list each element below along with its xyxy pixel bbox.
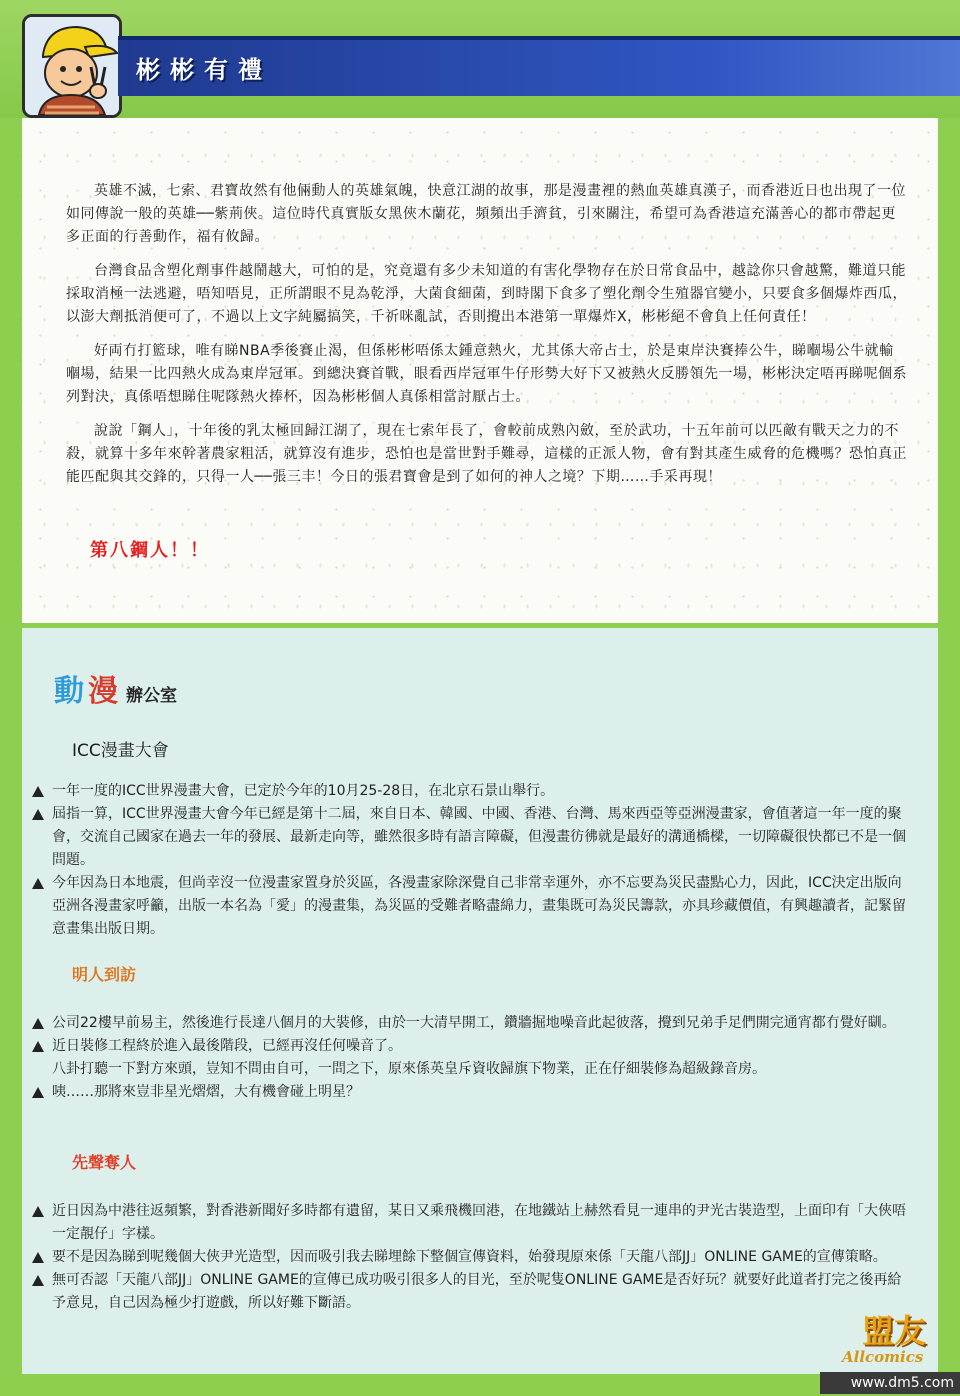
- triangle-bullet-icon: [32, 1018, 44, 1029]
- triangle-bullet-icon: [32, 1275, 44, 1286]
- list-item: [32, 1246, 912, 1269]
- list-item-text: 公司22樓早前易主，然後進行長達八個月的大裝修，由於一大清早開工，鑽牆掘地噪音此起彼落，攪到兄弟手足們開完通宵都冇覺好瞓。: [52, 1015, 896, 1031]
- list-item-text: 八卦打聽一下對方來頭，豈知不問由自可，一問之下，原來係英皇斥資收歸旗下物業，正在仔細裝修為超級錄音房。: [52, 1061, 766, 1077]
- watermark-site-link[interactable]: www.dm5.com: [820, 1372, 960, 1394]
- celebrity-news-list: [32, 1012, 912, 1104]
- column-logo-char: 動: [54, 674, 84, 709]
- cartoon-avatar-icon: [22, 14, 122, 118]
- next-issue-teaser: 第八鋼人！！: [90, 540, 210, 561]
- triangle-bullet-icon: [32, 809, 44, 820]
- list-item: [32, 780, 912, 803]
- column-panel: [22, 628, 938, 1374]
- list-item-text: 近日裝修工程終於進入最後階段，已經再沒任何噪音了。: [52, 1038, 402, 1054]
- list-item-text: 今年因為日本地震，但尚幸沒一位漫畫家置身於災區，各漫畫家除深覺自己非常幸運外，亦不忘要為災民盡點心力，因此，ICC決定出版向亞洲各漫畫家呼籲，出版一本名為「愛」的漫畫集，為災區的受難者略盡綿力，畫集既可為災民籌款，亦具珍藏價值，有興趣讀者，記緊留意畫集出版日期。: [52, 875, 906, 937]
- section-heading-celebrity: 明人到訪: [72, 965, 137, 984]
- article-paragraph: 台灣食品含塑化劑事件越鬧越大，可怕的是，究竟還有多少未知道的有害化學物存在於日常食品中，越諗你只會越驚，難道只能採取消極一法逃避，唔知唔見，正所謂眼不見為乾淨，大菌食細菌，到時閣下食多了塑化劑令生殖器官變小，只要食多個爆炸西瓜，以澎大劑抵消便可了，不過以上文字純屬搞笑，千祈咪亂試，否則攪出本港第一單爆炸X，彬彬絕不會負上任何責任！: [66, 263, 907, 325]
- list-item: [32, 1081, 912, 1104]
- list-item: [32, 1012, 912, 1035]
- list-item-text: 近日因為中港往返頻繁，對香港新聞好多時都有遺留，某日又乘飛機回港，在地鐵站上赫然看見一連串的尹光古裝造型，上面印有「大俠唔一定靚仔」字樣。: [52, 1203, 906, 1242]
- watermark-brand: 盟友: [862, 1312, 927, 1350]
- list-item: [32, 872, 912, 941]
- list-item-text: 要不是因為睇到呢幾個大俠尹光造型，因而吸引我去睇埋餘下整個宣傳資料，始發現原來係「天龍八部JJ」ONLINE GAME的宣傳策略。: [52, 1249, 887, 1265]
- list-item: [32, 1200, 912, 1246]
- section-heading-icc: ICC漫畫大會: [72, 741, 169, 761]
- icc-news-list: [32, 780, 912, 941]
- column-logo-text: 辦公室: [126, 686, 177, 706]
- section-heading-preview: 先聲奪人: [72, 1153, 137, 1172]
- article-paragraph: 英雄不滅，七索、君寶故然有他倆動人的英雄氣魄，快意江湖的故事，那是漫畫裡的熱血英雄真漢子，而香港近日也出現了一位如同傳說一般的英雄──紫荊俠。這位時代真實版女黑俠木蘭花，頻頻出手濟貧，引來關注，希望可為香港這充滿善心的都市帶起更多正面的行善動作，福有攸歸。: [66, 183, 906, 245]
- triangle-bullet-icon: [32, 1041, 44, 1052]
- site-watermark: [830, 1300, 960, 1396]
- section-title: 彬彬有禮: [136, 56, 272, 84]
- article-paragraph: 好両冇打籃球，唯有睇NBA季後賽止渴，但係彬彬唔係太鍾意熱火，尤其係大帝占士，於是東岸決賽捧公牛，睇嗰場公牛就輸嗰場，結果一比四熱火成為東岸冠軍。到總決賽首戰，眼看西岸冠軍牛仔形勢大好下又被熱火反勝領先一場，彬彬決定唔再睇呢個系列對決，真係唔想睇住呢隊熱火捧杯，因為彬彬個人真係相當討厭占士。: [66, 343, 907, 405]
- list-item: [32, 1035, 912, 1058]
- triangle-bullet-icon: [32, 878, 44, 889]
- list-item: [32, 1269, 912, 1315]
- list-item-text: 咦……那將來豈非星光熠熠，大有機會碰上明星？: [52, 1084, 360, 1100]
- triangle-bullet-icon: [32, 1252, 44, 1263]
- triangle-bullet-icon: [32, 1087, 44, 1098]
- column-logo-char: 漫: [88, 674, 118, 709]
- triangle-bullet-icon: [32, 1206, 44, 1217]
- preview-news-list: [32, 1200, 912, 1315]
- article-panel: [22, 118, 938, 623]
- article-paragraph: 說說「鋼人」，十年後的乳太極回歸江湖了，現在七索年長了，會較前成熟內斂，至於武功，十五年前可以匹敵有戰天之力的不殺，就算十多年來幹著農家粗活，就算沒有進步，恐怕也是當世對手難尋，這樣的正派人物，會有對其產生威脅的危機嗎？恐怕真正能匹配與其交鋒的，只得一人──張三丰！今日的張君寶會是到了如何的神人之境？下期……手采再現！: [66, 423, 907, 485]
- list-item: [32, 1058, 912, 1081]
- list-item-text: 屆指一算，ICC世界漫畫大會今年已經是第十二屆，來自日本、韓國、中國、香港、台灣、馬來西亞等亞洲漫畫家，會值著這一年一度的聚會，交流自己國家在過去一年的發展、最新走向等，雖然很多時有語言障礙，但漫畫彷彿就是最好的溝通橋樑，一切障礙很快都已不是一個問題。: [52, 806, 906, 868]
- triangle-bullet-icon: [32, 786, 44, 797]
- list-item: [32, 803, 912, 872]
- list-item-text: 無可否認「天龍八部JJ」ONLINE GAME的宣傳已成功吸引很多人的目光，至於呢隻ONLINE GAME是否好玩？就要好此道者打完之後再給予意見，自己因為極少打遊戲，所以好難下斷語。: [52, 1272, 902, 1311]
- watermark-subtitle: Allcomics: [842, 1348, 924, 1366]
- list-item-text: 一年一度的ICC世界漫畫大會，已定於今年的10月25-28日，在北京石景山舉行。: [52, 783, 555, 799]
- section-header-bar: [118, 40, 960, 96]
- column-logo: [54, 666, 177, 710]
